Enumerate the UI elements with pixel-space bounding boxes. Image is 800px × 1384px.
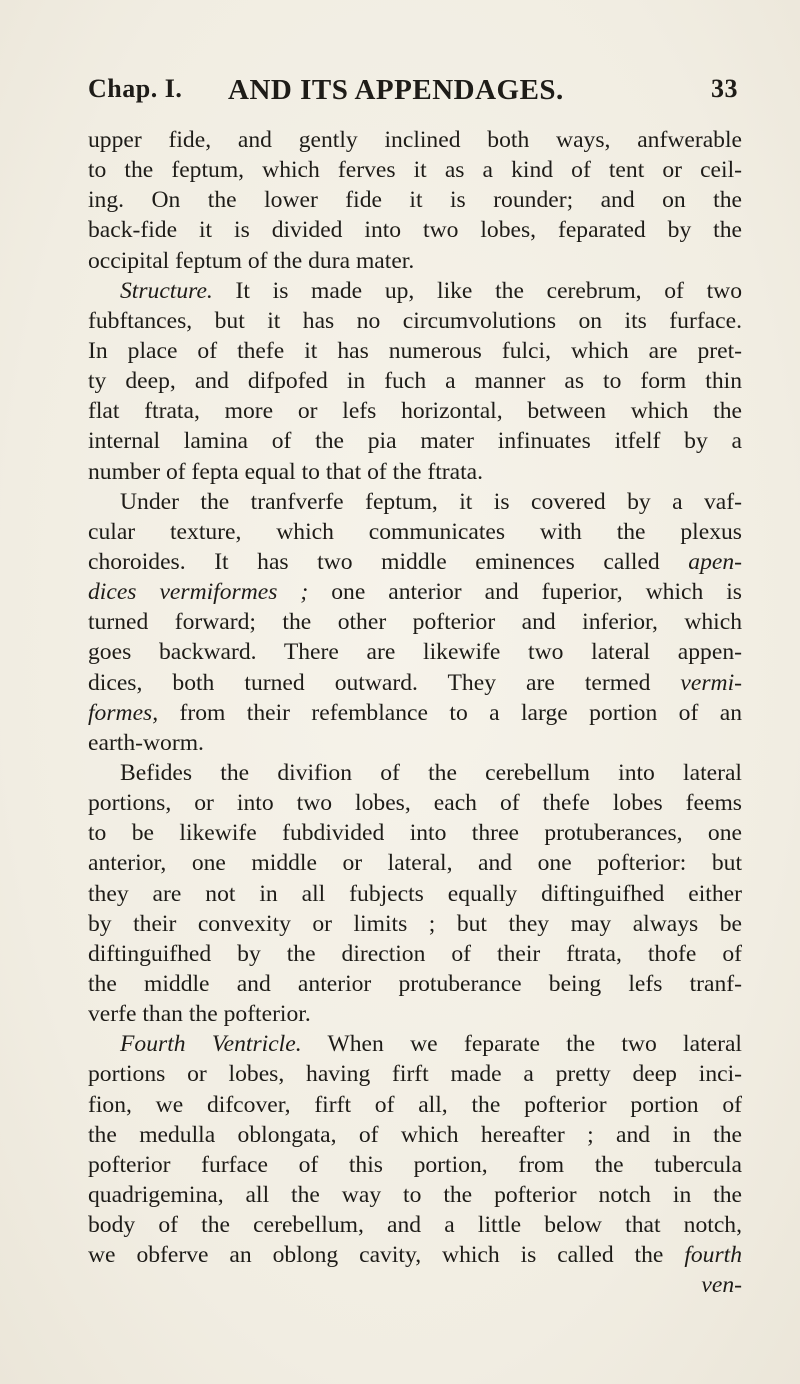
text-line: [88, 788, 742, 818]
text-line: [88, 215, 742, 245]
text-run: number of fepta equal to that of the ftrata.: [88, 458, 484, 485]
text-line: [88, 577, 742, 607]
text-run: verfe than the pofterior.: [88, 1001, 311, 1028]
text-line: [88, 999, 742, 1029]
text-run: earth-worm.: [88, 729, 204, 756]
text-run: anterior, one middle or lateral, and one pofterior: but: [88, 850, 742, 877]
italic-text: ven-: [701, 1272, 742, 1299]
text-run: quadrigemina, all the way to the pofterior notch in the: [88, 1181, 742, 1208]
text-line: [88, 366, 742, 396]
text-line: [88, 1180, 742, 1210]
text-line: [88, 758, 742, 788]
text-line: [88, 698, 742, 728]
text-line: [88, 1240, 742, 1270]
text-run: portions, or into two lobes, each of thefe lobes feems: [88, 790, 742, 817]
text-run: upper fide, and gently inclined both ways, anfwerable: [88, 127, 742, 153]
text-line: [88, 1150, 742, 1180]
italic-text: fourth: [684, 1242, 742, 1269]
text-run: goes backward. There are likewife two lateral appen-: [88, 639, 742, 666]
text-run: fion, we difcover, firft of all, the pofterior portion of: [88, 1091, 742, 1118]
text-run: body of the cerebellum, and a little below that notch,: [88, 1212, 742, 1239]
text-run: the middle and anterior protuberance being lefs tranf-: [88, 970, 742, 997]
text-line: [88, 185, 742, 215]
body-text: [88, 125, 742, 1300]
text-run: they are not in all fubjects equally diftinguifhed either: [88, 880, 742, 907]
text-line: [88, 396, 742, 426]
text-line: [88, 426, 742, 456]
text-line: [88, 457, 742, 487]
text-line: [88, 1059, 742, 1089]
text-line: [88, 1029, 742, 1059]
page-number: 33: [711, 74, 738, 103]
running-title: AND ITS APPENDAGES.: [228, 74, 564, 106]
text-run: Befides the divifion of the cerebellum into lateral: [120, 759, 742, 786]
text-line: [88, 276, 742, 306]
text-line: [88, 547, 742, 577]
text-line: [88, 125, 742, 155]
text-line: [88, 1210, 742, 1240]
text-run: from their refemblance to a large portion of an: [158, 699, 742, 726]
italic-text: apen-: [688, 548, 742, 575]
text-run: flat ftrata, more or lefs horizontal, between which the: [88, 398, 742, 425]
text-run: ty deep, and difpofed in fuch a manner as to form thin: [88, 368, 742, 395]
text-run: back-fide it is divided into two lobes, feparated by the: [88, 217, 742, 244]
text-line: [88, 939, 742, 969]
text-run: the medulla oblongata, of which hereafter ; and in the: [88, 1121, 742, 1148]
text-line: [88, 155, 742, 185]
text-run: pofterior furface of this portion, from the tubercula: [88, 1151, 742, 1178]
text-run: fubftances, but it has no circumvolutions on its furface.: [88, 307, 742, 334]
text-run: When we feparate the two lateral: [301, 1031, 742, 1058]
text-run: diftinguifhed by the direction of their ftrata, thofe of: [88, 940, 742, 967]
italic-text: dices vermiformes ;: [88, 579, 309, 606]
text-run: to be likewife fubdivided into three protuberances, one: [88, 820, 742, 847]
text-line: [88, 1120, 742, 1150]
text-line: [88, 336, 742, 366]
text-run: It is made up, like the cerebrum, of two: [212, 277, 742, 304]
text-run: occipital feptum of the dura mater.: [88, 247, 415, 274]
text-run: Under the tranfverfe feptum, it is covered by a vaf-: [120, 488, 742, 515]
text-run: turned forward; the other pofterior and inferior, which: [88, 609, 742, 636]
text-line: [88, 848, 742, 878]
text-line: [88, 818, 742, 848]
text-line: [88, 1270, 742, 1300]
italic-text: Fourth Ventricle.: [120, 1031, 302, 1058]
text-run: In place of thefe it has numerous fulci, which are pret-: [88, 337, 742, 364]
text-line: [88, 1090, 742, 1120]
text-run: choroides. It has two middle eminences called: [88, 548, 689, 575]
text-line: [88, 607, 742, 637]
text-run: portions or lobes, having firft made a pretty deep inci-: [88, 1061, 742, 1088]
italic-text: formes,: [88, 699, 159, 726]
text-line: [88, 969, 742, 999]
text-line: [88, 909, 742, 939]
text-line: [88, 246, 742, 276]
text-run: internal lamina of the pia mater infinuates itfelf by a: [88, 428, 742, 455]
text-run: one anterior and fuperior, which is: [308, 579, 742, 606]
text-run: we obferve an oblong cavity, which is called the: [88, 1242, 685, 1269]
text-line: [88, 637, 742, 667]
text-line: [88, 879, 742, 909]
text-line: [88, 517, 742, 547]
italic-text: Structure.: [120, 277, 213, 304]
text-line: [88, 728, 742, 758]
text-run: dices, both turned outward. They are termed: [88, 669, 681, 696]
text-line: [88, 668, 742, 698]
running-header: [88, 74, 738, 114]
text-run: by their convexity or limits ; but they may always be: [88, 910, 742, 937]
text-run: to the feptum, which ferves it as a kind of tent or ceil-: [88, 157, 742, 184]
text-run: ing. On the lower fide it is rounder; and on the: [88, 187, 742, 214]
text-line: [88, 487, 742, 517]
text-run: cular texture, which communicates with the plexus: [88, 518, 742, 545]
text-line: [88, 306, 742, 336]
chapter-label: Chap. I.: [88, 74, 183, 103]
italic-text: vermi-: [680, 669, 742, 696]
